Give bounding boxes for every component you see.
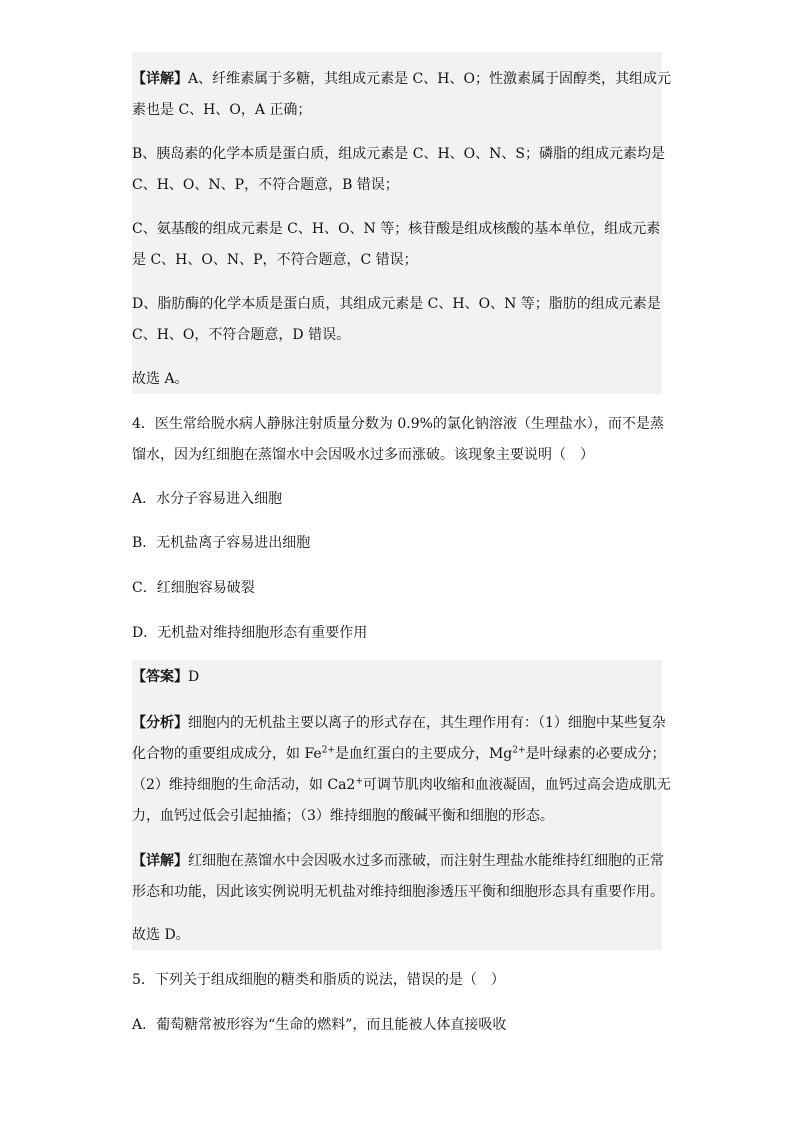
analysis-label: 【分析】	[132, 715, 188, 731]
q5-stem: 5．下列关于组成细胞的糖类和脂质的说法，错误的是（ ）	[132, 972, 505, 988]
q4-detail: 【详解】红细胞在蒸馏水中会因吸水过多而涨破，而注射生理盐水能维持红细胞的正常形态和功能，因此该实例说明无机盐对维持细胞渗透压平衡和细胞形态具有重要作用。	[132, 853, 664, 900]
answer-label: 【答案】	[132, 669, 188, 685]
q4-answer: 【答案】D	[132, 669, 200, 685]
q4-option-d: D．无机盐对维持细胞形态有重要作用	[132, 625, 368, 641]
detail-label: 【详解】	[132, 71, 188, 87]
q4-option-c: C．红细胞容易破裂	[132, 580, 255, 596]
q4-stem: 4．医生常给脱水病人静脉注射质量分数为 0.9%的氯化钠溶液（生理盐水），而不是蒸馏水，因为红细胞在蒸馏水中会因吸水过多而涨破。该现象主要说明（ ）	[132, 416, 664, 463]
detail-label: 【详解】	[132, 853, 188, 869]
q3-conclusion: 故选 A。	[132, 371, 189, 387]
q3-detail-b: B、胰岛素的化学本质是蛋白质，组成元素是 C、H、O、N、S；磷脂的组成元素均是 C、H、O、N、P，不符合题意，B 错误；	[132, 146, 665, 193]
q4-option-a: A．水分子容易进入细胞	[132, 491, 283, 507]
q4-option-b: B．无机盐离子容易进出细胞	[132, 535, 311, 551]
q3-detail-c: C、氨基酸的组成元素是 C、H、O、N 等；核苷酸是组成核酸的基本单位，组成元素是 C、H、O、N、P，不符合题意，C 错误；	[132, 221, 661, 268]
q5-option-a: A．葡萄糖常被形容为“生命的燃料”，而且能被人体直接吸收	[132, 1017, 507, 1033]
q3-detail-a: 【详解】A、纤维素属于多糖，其组成元素是 C、H、O；性激素属于固醇类，其组成元素也是 C、H、O，A 正确；	[132, 71, 671, 118]
q4-analysis: 【分析】细胞内的无机盐主要以离子的形式存在，其生理作用有：（1）细胞中某些复杂化合物的重要组成成分，如 $Fe^{2+}$是血红蛋白的主要成分，$Mg^{2+}$是叶绿素的必要成分；（2）维持细胞的生命活动，如 Ca2+可调节肌肉收缩和血液凝固，血钙过高会造成肌无力，血钙过低会引起抽搐；（3）维持细胞的酸碱平衡和细胞的形态。	[132, 715, 671, 824]
q4-conclusion: 故选 D。	[132, 927, 190, 943]
q3-detail-d: D、脂肪酶的化学本质是蛋白质，其组成元素是 C、H、O、N 等；脂肪的组成元素是 C、H、O，不符合题意，D 错误。	[132, 296, 661, 343]
